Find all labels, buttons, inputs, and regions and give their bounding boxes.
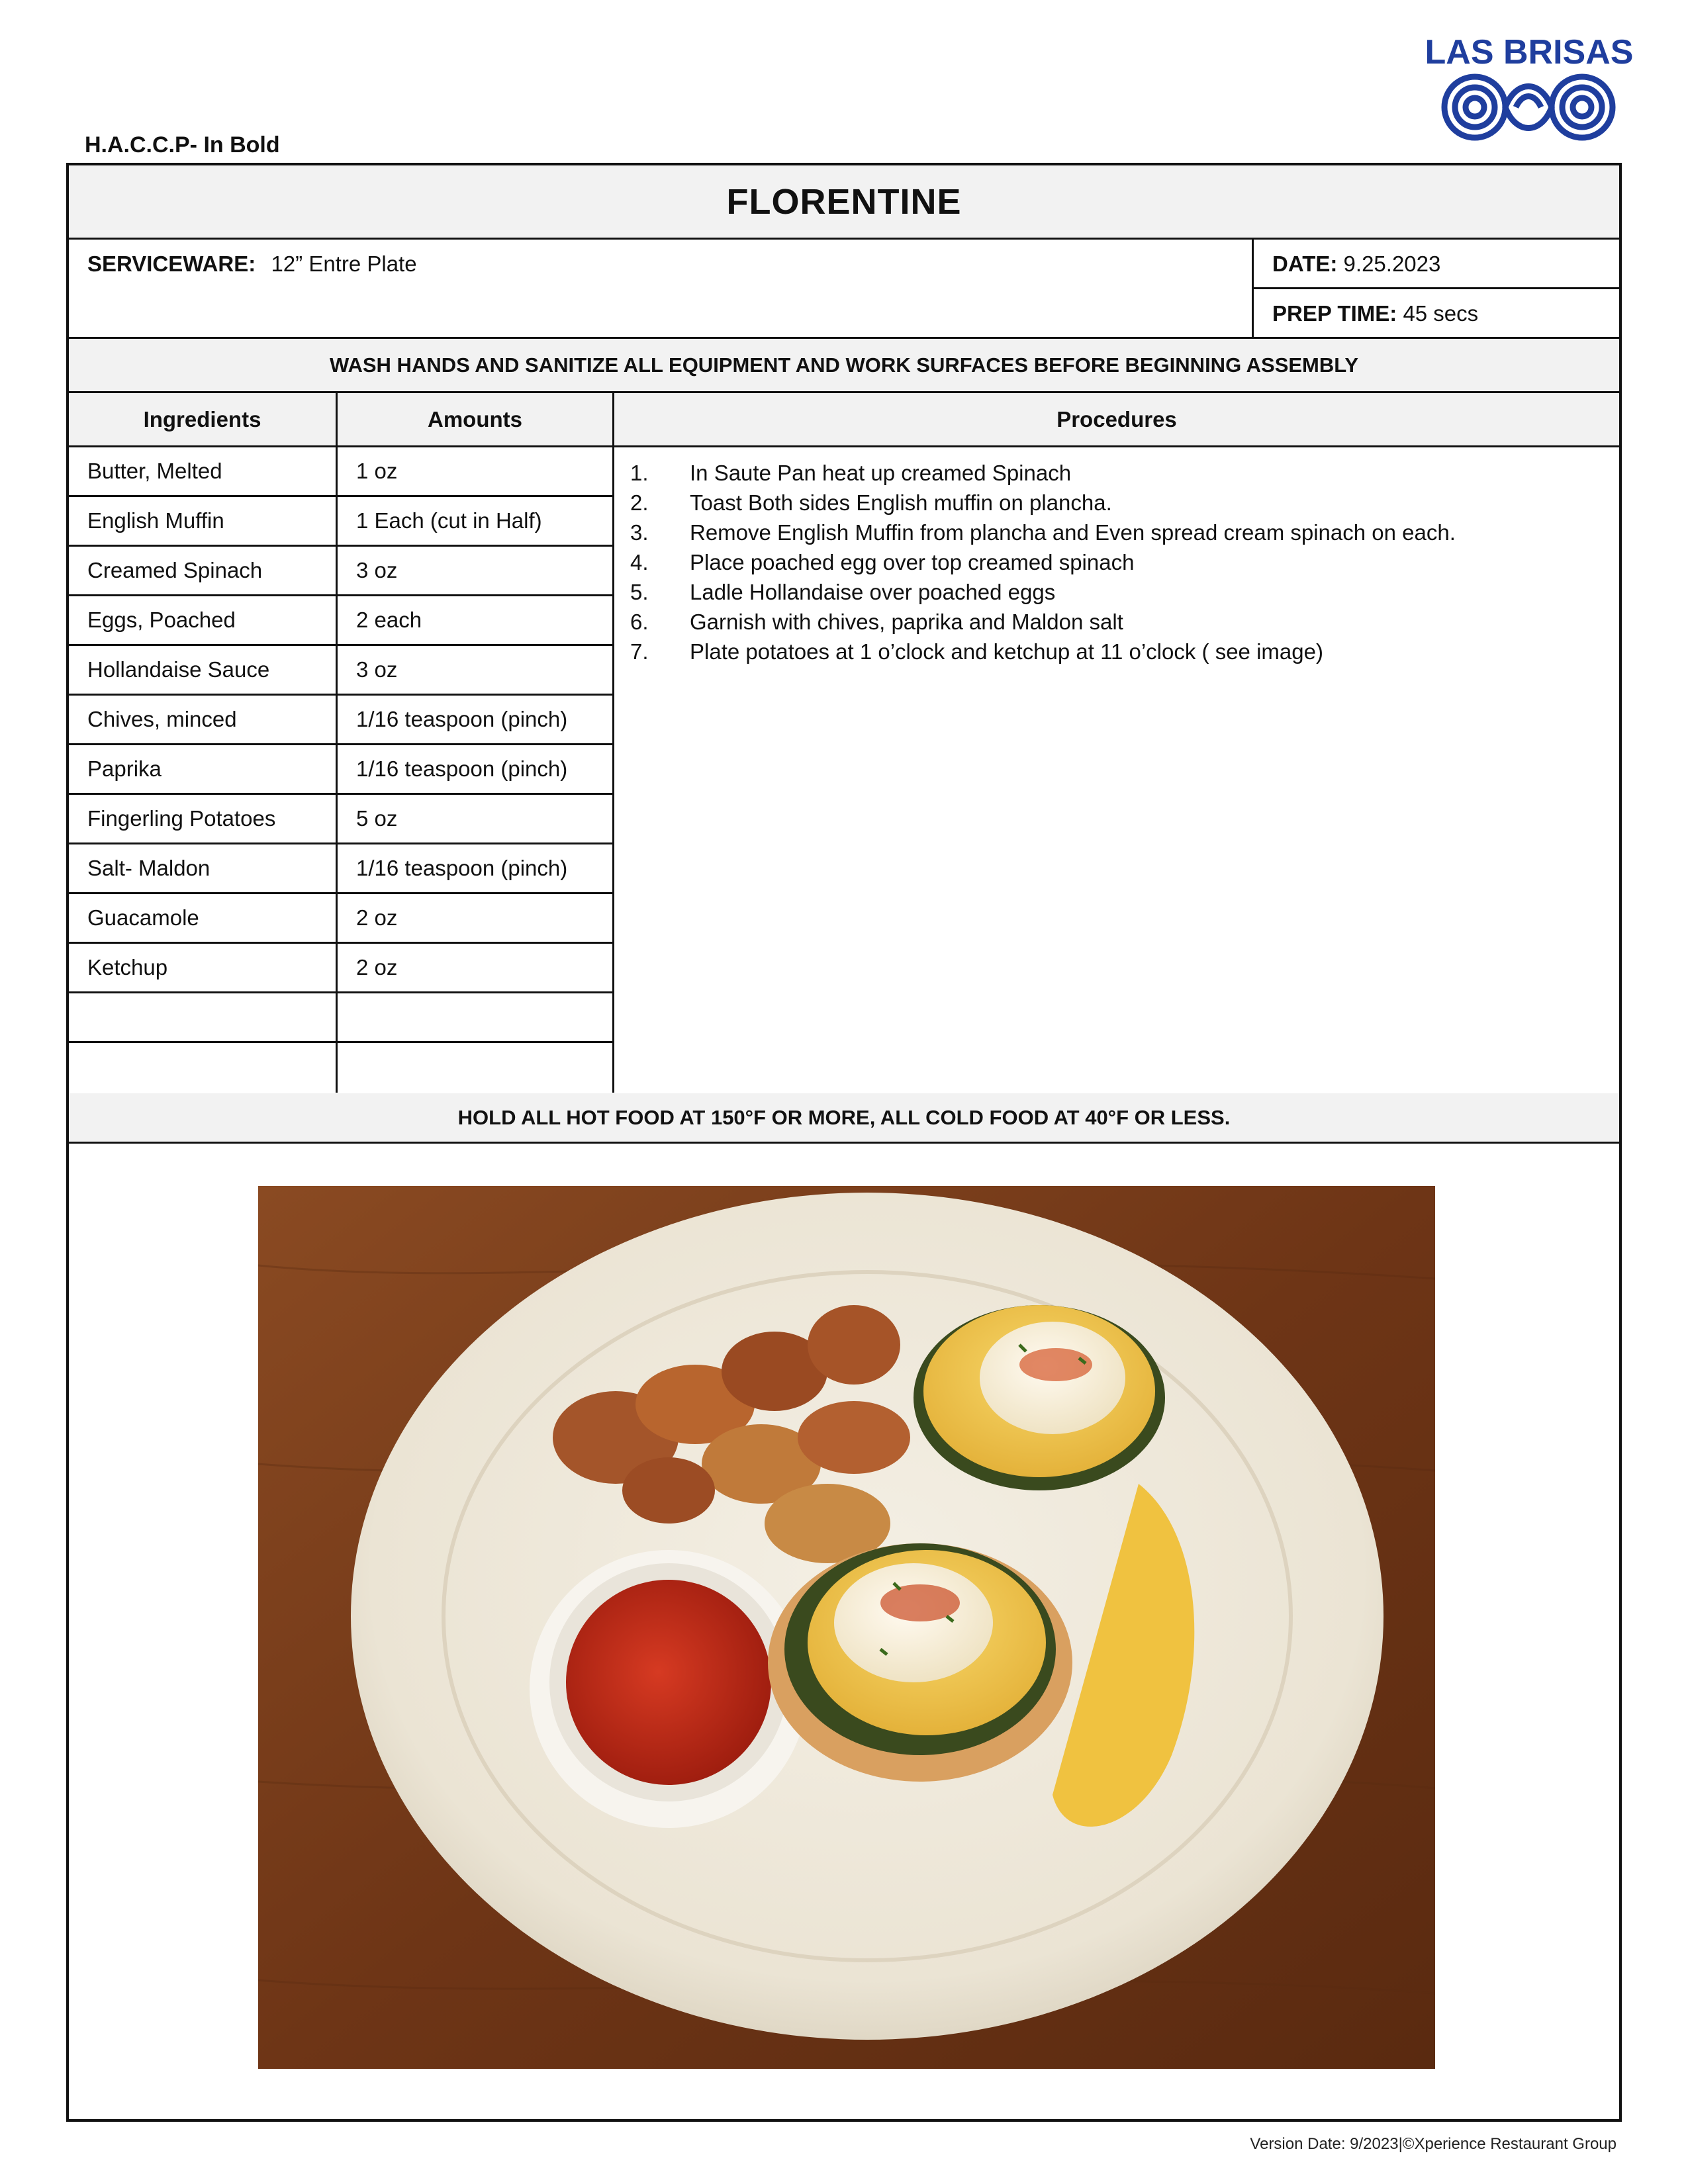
amount-cell: 1/16 teaspoon (pinch) [338, 844, 614, 892]
ingredient-cell: Salt- Maldon [69, 844, 338, 892]
amount-cell: 5 oz [338, 795, 614, 842]
procedure-text: Garnish with chives, paprika and Maldon salt [690, 610, 1123, 634]
serviceware-cell [69, 240, 1254, 339]
amount-cell: 1 oz [338, 447, 614, 495]
procedure-number: 3. [630, 520, 649, 545]
table-row [69, 547, 614, 596]
header-amounts: Amounts [338, 393, 614, 447]
procedure-number: 2. [630, 490, 649, 515]
table-row [69, 696, 614, 745]
amount-cell: 3 oz [338, 547, 614, 594]
ingredient-cell: Butter, Melted [69, 447, 338, 495]
table-row [69, 596, 614, 646]
table-row [69, 447, 614, 497]
ingredient-cell: Eggs, Poached [69, 596, 338, 644]
amount-cell: 3 oz [338, 646, 614, 694]
procedure-text: Remove English Muffin from plancha and Even spread cream spinach on each. [690, 520, 1456, 545]
date-label: DATE: [1272, 251, 1338, 276]
las-brisas-logo [1423, 26, 1635, 146]
svg-text:LAS BRISAS: LAS BRISAS [1425, 33, 1634, 71]
serviceware-value: 12” Entre Plate [271, 251, 417, 276]
header-procedures: Procedures [614, 393, 1619, 447]
prep-time-value: 45 secs [1403, 301, 1479, 326]
ingredient-cell: Chives, minced [69, 696, 338, 743]
amount-cell: 2 each [338, 596, 614, 644]
table-row [69, 745, 614, 795]
list-item [630, 458, 1603, 488]
procedures-list [614, 447, 1619, 1096]
amount-cell: 1 Each (cut in Half) [338, 497, 614, 545]
table-row [69, 944, 614, 993]
wash-notice: WASH HANDS AND SANITIZE ALL EQUIPMENT AND WORK SURFACES BEFORE BEGINNING ASSEMBLY [69, 339, 1619, 393]
table-row [69, 795, 614, 844]
procedure-number: 6. [630, 610, 649, 634]
table-row [69, 497, 614, 547]
procedure-number: 4. [630, 550, 649, 574]
procedure-number: 7. [630, 639, 649, 664]
prep-time-cell [1254, 289, 1619, 339]
ingredient-cell: Hollandaise Sauce [69, 646, 338, 694]
ingredient-cell: Paprika [69, 745, 338, 793]
recipe-title: FLORENTINE [69, 165, 1619, 240]
procedure-text: Plate potatoes at 1 o’clock and ketchup at 11 o’clock ( see image) [690, 639, 1323, 664]
list-item [630, 577, 1603, 607]
ingredients-table [69, 447, 614, 1096]
prep-time-label: PREP TIME: [1272, 301, 1397, 326]
list-item [630, 607, 1603, 637]
ingredient-cell [69, 1043, 338, 1093]
list-item [630, 547, 1603, 577]
procedure-number: 5. [630, 580, 649, 604]
plated-dish-illustration [258, 1186, 1435, 2069]
ingredient-cell: Creamed Spinach [69, 547, 338, 594]
ingredient-cell [69, 993, 338, 1041]
recipe-sheet [66, 163, 1622, 2122]
serviceware-label: SERVICEWARE: [87, 251, 256, 276]
procedure-text: Ladle Hollandaise over poached eggs [690, 580, 1056, 604]
procedure-text: In Saute Pan heat up creamed Spinach [690, 461, 1072, 485]
amount-cell [338, 1043, 614, 1093]
version-footer: Version Date: 9/2023|©Xperience Restaurant Group [1250, 2135, 1617, 2153]
procedure-text: Place poached egg over top creamed spinach [690, 550, 1135, 574]
procedure-number: 1. [630, 461, 649, 485]
ingredient-cell: Ketchup [69, 944, 338, 991]
amount-cell: 2 oz [338, 894, 614, 942]
wave-logo-icon [1423, 26, 1635, 146]
amount-cell: 1/16 teaspoon (pinch) [338, 696, 614, 743]
date-value: 9.25.2023 [1343, 251, 1441, 276]
amount-cell: 1/16 teaspoon (pinch) [338, 745, 614, 793]
hold-temperature-notice: HOLD ALL HOT FOOD AT 150°F OR MORE, ALL COLD FOOD AT 40°F OR LESS. [69, 1093, 1619, 1144]
table-row [69, 1043, 614, 1093]
list-item [630, 637, 1603, 666]
table-row [69, 993, 614, 1043]
date-cell [1254, 240, 1619, 289]
amount-cell [338, 993, 614, 1041]
list-item [630, 518, 1603, 547]
ingredient-cell: Guacamole [69, 894, 338, 942]
ingredient-cell: English Muffin [69, 497, 338, 545]
table-row [69, 894, 614, 944]
header-ingredients: Ingredients [69, 393, 338, 447]
procedure-text: Toast Both sides English muffin on plancha. [690, 490, 1112, 515]
ingredient-cell: Fingerling Potatoes [69, 795, 338, 842]
amount-cell: 2 oz [338, 944, 614, 991]
haccp-note: H.A.C.C.P- In Bold [85, 132, 280, 158]
list-item [630, 488, 1603, 518]
plated-dish-photo [258, 1186, 1435, 2069]
table-row [69, 844, 614, 894]
table-row [69, 646, 614, 696]
